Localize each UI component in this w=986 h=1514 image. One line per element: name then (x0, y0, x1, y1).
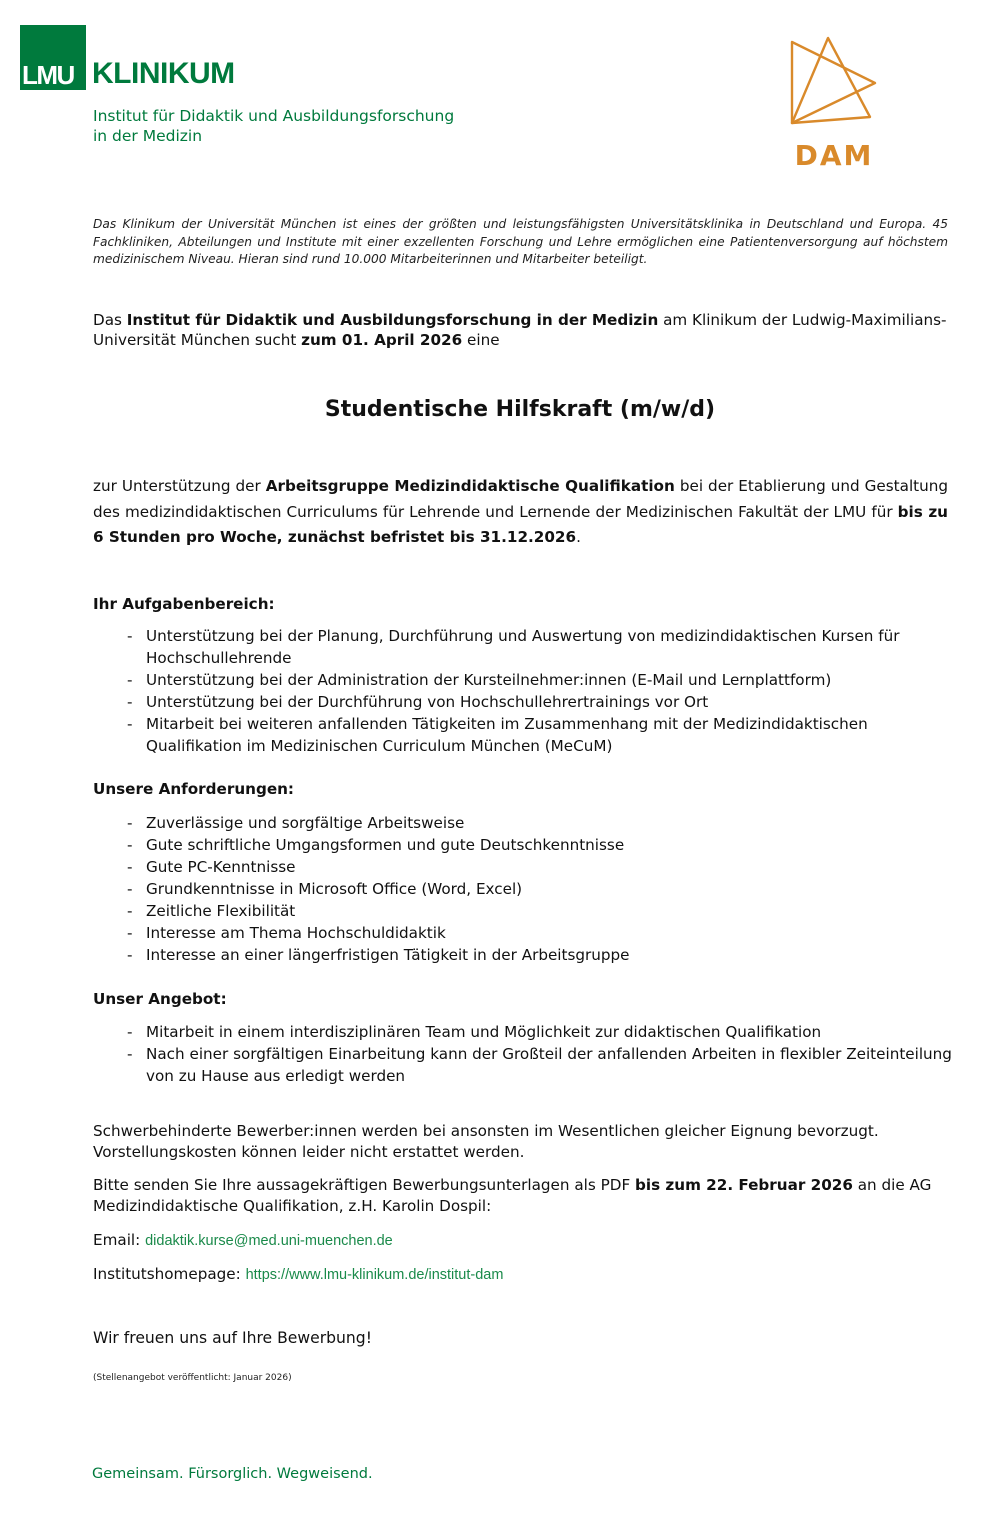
application-text: an die AG Medizindidaktische Qualifikation, z.H. Karolin Dospil: (93, 1176, 932, 1215)
intro-paragraph: Das Klinikum der Universität München ist eines der größten und leistungsfähigsten Universitätsklinika in Deutschland und Europa. 45 Fachkliniken, Abteilungen und Institute mit einer exzellenten Forschung und Lehre ermöglichen eine Patientenversorgung auf höchstem medizinischem Niveau. Hieran sind rund 10.000 Mitarbeiterinnen und Mitarbeiter beteiligt. (93, 217, 948, 266)
job-title: Studentische Hilfskraft (m/w/d) (324, 397, 716, 422)
homepage-label: Institutshomepage: (93, 1265, 246, 1283)
email-link[interactable]: didaktik.kurse@med.uni-muenchen.de (145, 1233, 393, 1249)
list-item: - Zeitliche Flexibilität (127, 902, 296, 920)
contact-email-row (93, 1230, 393, 1251)
list-item: - Mitarbeit bei weiteren anfallenden Tätigkeiten im Zusammenhang mit der Medizindidaktischen Qualifikation im Medizinischen Curriculum München (MeCuM) (127, 715, 868, 755)
offer-list (93, 1021, 973, 1087)
lead-institute: Institut für Didaktik und Ausbildungsforschung in der Medizin (126, 311, 659, 329)
section-heading-offer: Unser Angebot: (93, 990, 227, 1008)
dam-logo (786, 35, 882, 170)
lead-text: eine (462, 331, 500, 349)
lmu-logo-mark: LMU (22, 60, 74, 90)
list-item: - Grundkenntnisse in Microsoft Office (Word, Excel) (127, 880, 523, 898)
closing-line: Wir freuen uns auf Ihre Bewerbung! (93, 1329, 372, 1347)
lead-start-date: zum 01. April 2026 (301, 331, 463, 349)
application-deadline: bis zum 22. Februar 2026 (635, 1176, 853, 1194)
contact-homepage-row (93, 1264, 503, 1285)
section-heading-requirements: Unsere Anforderungen: (93, 780, 295, 798)
dam-logo-text: DAM (794, 139, 874, 170)
list-item: - Unterstützung bei der Durchführung von Hochschullehrertrainings vor Ort (127, 693, 709, 711)
purpose-text: bei der Etablierung und Gestaltung des medizindidaktischen Curriculums für Lehrende und Lernende der Medizinischen Fakultät der LMU für (93, 477, 949, 521)
purpose-text: . (576, 528, 581, 546)
lmu-logo-wordmark: KLINIKUM (92, 57, 235, 90)
tasks-list (93, 625, 973, 757)
list-item: - Unterstützung bei der Planung, Durchführung und Auswertung von medizindidaktischen Kursen für Hochschullehrende (127, 627, 900, 667)
dam-triangle-icon (786, 35, 882, 170)
section-heading-tasks: Ihr Aufgabenbereich: (93, 595, 275, 613)
list-item: - Interesse an einer längerfristigen Tätigkeit in der Arbeitsgruppe (127, 946, 630, 964)
email-label: Email: (93, 1231, 146, 1249)
disability-note: Schwerbehinderte Bewerber:innen werden bei ansonsten im Wesentlichen gleicher Eignung bevorzugt. Vorstellungskosten können leider nicht erstattet werden. (93, 1122, 879, 1161)
purpose-paragraph (93, 474, 948, 551)
list-item: - Gute schriftliche Umgangsformen und gute Deutschkenntnisse (127, 836, 625, 854)
application-text: Bitte senden Sie Ihre aussagekräftigen Bewerbungsunterlagen als PDF (93, 1176, 636, 1194)
institute-name-line-2: in der Medizin (93, 127, 203, 145)
purpose-text: zur Unterstützung der (93, 477, 266, 495)
purpose-workgroup: Arbeitsgruppe Medizindidaktische Qualifikation (265, 477, 675, 495)
institute-name (93, 106, 454, 146)
homepage-link[interactable]: https://www.lmu-klinikum.de/institut-dam (245, 1267, 504, 1283)
lead-text: Das (93, 311, 127, 329)
list-item: - Zuverlässige und sorgfältige Arbeitsweise (127, 814, 465, 832)
lead-paragraph (93, 310, 948, 350)
list-item: - Nach einer sorgfältigen Einarbeitung kann der Großteil der anfallenden Arbeiten in flexibler Zeiteinteilung von zu Hause aus erledigt werden (127, 1045, 952, 1085)
purpose-hours: bis zu 6 Stunden pro Woche, zunächst befristet bis 31.12.2026 (93, 502, 948, 546)
published-note: (Stellenangebot veröffentlicht: Januar 2026) (93, 1373, 292, 1383)
list-item: - Gute PC-Kenntnisse (127, 858, 296, 876)
list-item: - Interesse am Thema Hochschuldidaktik (127, 924, 446, 942)
application-instructions (93, 1175, 953, 1216)
list-item: - Unterstützung bei der Administration der Kursteilnehmer:innen (E-Mail und Lernplattform) (127, 671, 832, 689)
lead-text: am Klinikum der Ludwig-Maximilians-Universität München sucht (93, 311, 947, 349)
requirements-list (93, 812, 973, 966)
footer-slogan: Gemeinsam. Fürsorglich. Wegweisend. (92, 1466, 373, 1482)
institute-name-line-1: Institut für Didaktik und Ausbildungsforschung (93, 107, 455, 125)
list-item: - Mitarbeit in einem interdisziplinären Team und Möglichkeit zur didaktischen Qualifikation (127, 1023, 822, 1041)
